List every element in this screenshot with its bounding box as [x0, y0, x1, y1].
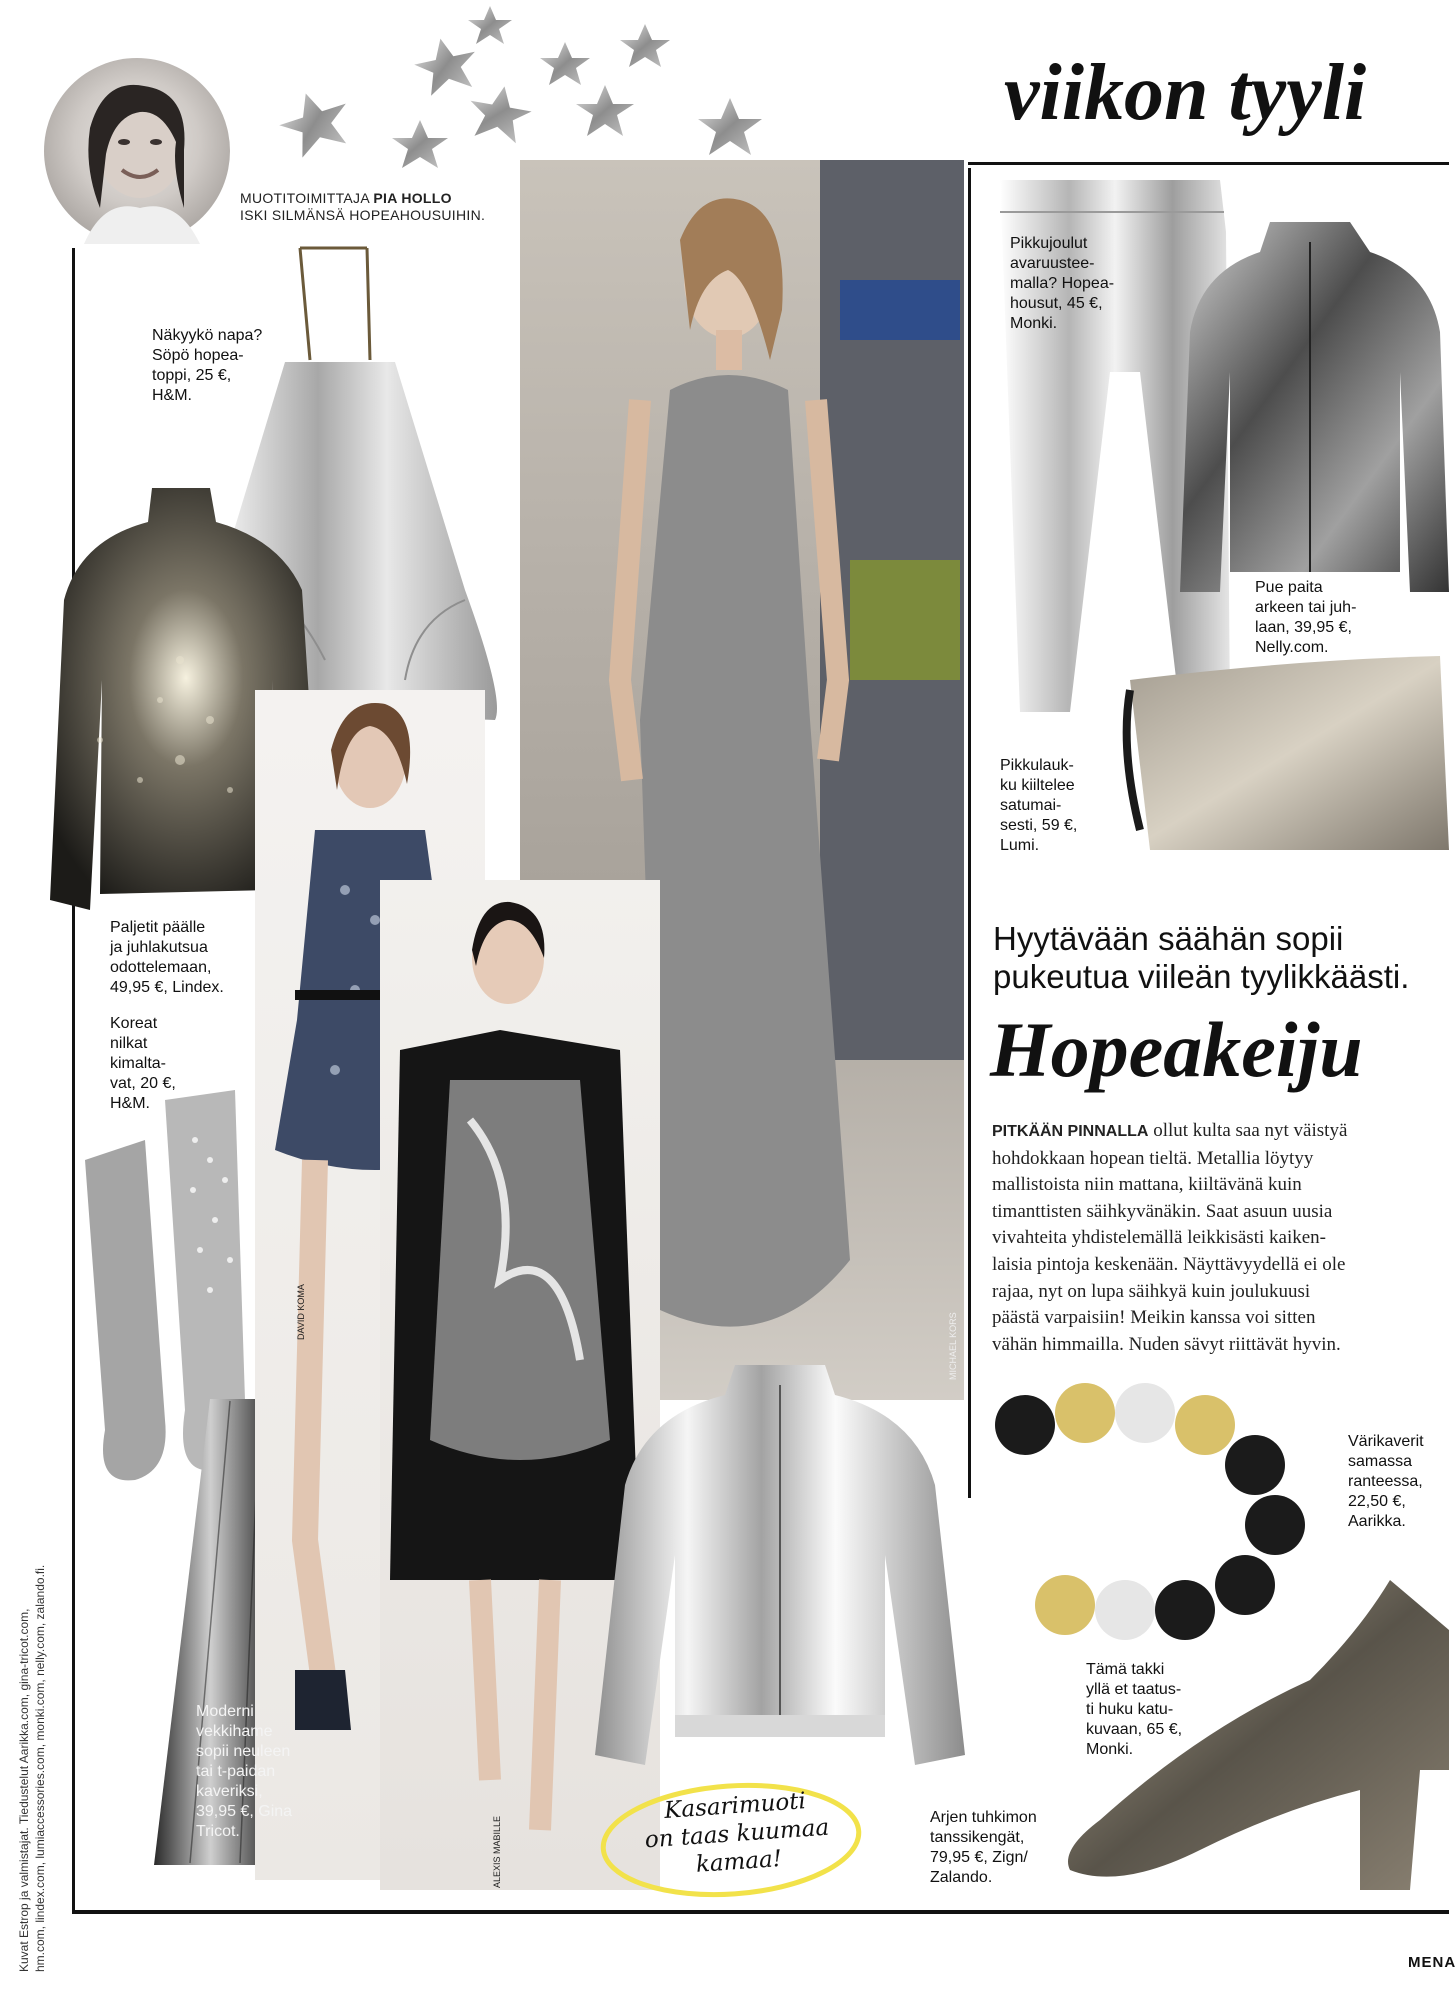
caption-sequin-top: Paljetit päälle ja juhlakutsua odottelemaan, 49,95 €, Lindex.	[110, 919, 224, 996]
editor-portrait	[44, 58, 230, 244]
star-icon	[576, 85, 634, 136]
caption-bomber-jacket: Tämä takki yllä et taatus- ti huku katu- kuvaan, 65 €, Monki.	[1086, 1661, 1183, 1758]
star-icon	[392, 120, 448, 168]
photo-credit-kors: MICHAEL KORS	[948, 1312, 958, 1380]
handwritten-note: Kasarimuoti on taas kuumaa kamaa!	[644, 1788, 830, 1878]
star-icon	[465, 81, 535, 145]
star-icon	[272, 83, 357, 162]
caption-socks: Koreat nilkat kimalta- vat, 20 €, H&M.	[110, 1015, 176, 1112]
article-lead-caps: PITKÄÄN PINNALLA	[992, 1123, 1149, 1140]
frame-rule-bottom	[72, 1910, 1449, 1914]
editor-note: ISKI SILMÄNSÄ HOPEAHOUSUIHIN.	[240, 207, 486, 223]
editor-role: MUOTITOIMITTAJA	[240, 190, 370, 206]
caption-glitter-shoes: Arjen tuhkimon tanssikengät, 79,95 €, Zign/ Zalando.	[930, 1809, 1037, 1886]
editor-byline	[240, 190, 485, 224]
caption-halter-top: Näkyykö napa? Söpö hopea- toppi, 25 €, H&M.	[152, 327, 263, 404]
star-icon	[540, 42, 590, 85]
star-icon	[410, 32, 482, 98]
product-metallic-shirt	[1160, 212, 1449, 612]
article-title: Hopeakeiju	[990, 1006, 1363, 1093]
article-intro: Hyytävään säähän sopii pukeutua viileän tyylikkäästi.	[993, 920, 1410, 995]
frame-rule-center	[968, 168, 971, 1498]
section-title: viikon tyyli	[1004, 49, 1367, 137]
caption-bracelet: Värikaverit samassa ranteessa, 22,50 €, Aarikka.	[1348, 1433, 1424, 1530]
product-bomber-jacket	[585, 1355, 975, 1775]
product-clutch	[1110, 650, 1449, 850]
editor-name: PIA HOLLO	[373, 190, 452, 206]
footer-magazine-name: MENA	[1408, 1954, 1456, 1971]
caption-metallic-shirt: Pue paita arkeen tai juh- laan, 39,95 €, Nelly.com.	[1255, 579, 1357, 656]
caption-pleated-skirt: Moderni vekkihame sopii neuleen tai t-paidan kaveriksi, 39,95 €, Gina Tricot.	[196, 1703, 293, 1840]
sidebar-credits: Kuvat Estrop ja valmistajat. Tiedustelut Aarikka.com, gina-tricot.com, hm.com, lindex.com, lumiaccessories.com, monki.com, nelly.com, zalando.fi.	[17, 1564, 47, 1972]
caption-silver-pants: Pikkujoulut avaruustee- malla? Hopea- housut, 45 €, Monki.	[1010, 235, 1115, 332]
photo-credit-mabille: ALEXIS MABILLE	[492, 1815, 502, 1888]
caption-clutch: Pikkulauk- ku kiiltelee satumai- sesti, 59 €, Lumi.	[1000, 757, 1078, 854]
star-icon	[468, 6, 512, 44]
article-body: PITKÄÄN PINNALLA ollut kulta saa nyt väistyä hohdokkaan hopean tieltä. Metallia löytyy mallistoista niin mattana, kiiltävänä kuin timanttisten säihkyvänäkin. Saat asuun uusia vivahteita yhdistelemällä leikkisästi kaiken- laisia pintoja keskenään. Näyttävyydellä ei ole rajaa, nyt on lupa säihkyä kuin joulukuusi päästä varpaisiin! Meikin kanssa voi sitten vähän himmailla. Nuden sävyt riittävät hyvin.	[992, 1120, 1348, 1355]
star-icon	[698, 98, 762, 155]
photo-credit-koma: DAVID KOMA	[296, 1284, 306, 1340]
star-icon	[620, 24, 670, 67]
frame-rule-top-right	[968, 162, 1449, 165]
